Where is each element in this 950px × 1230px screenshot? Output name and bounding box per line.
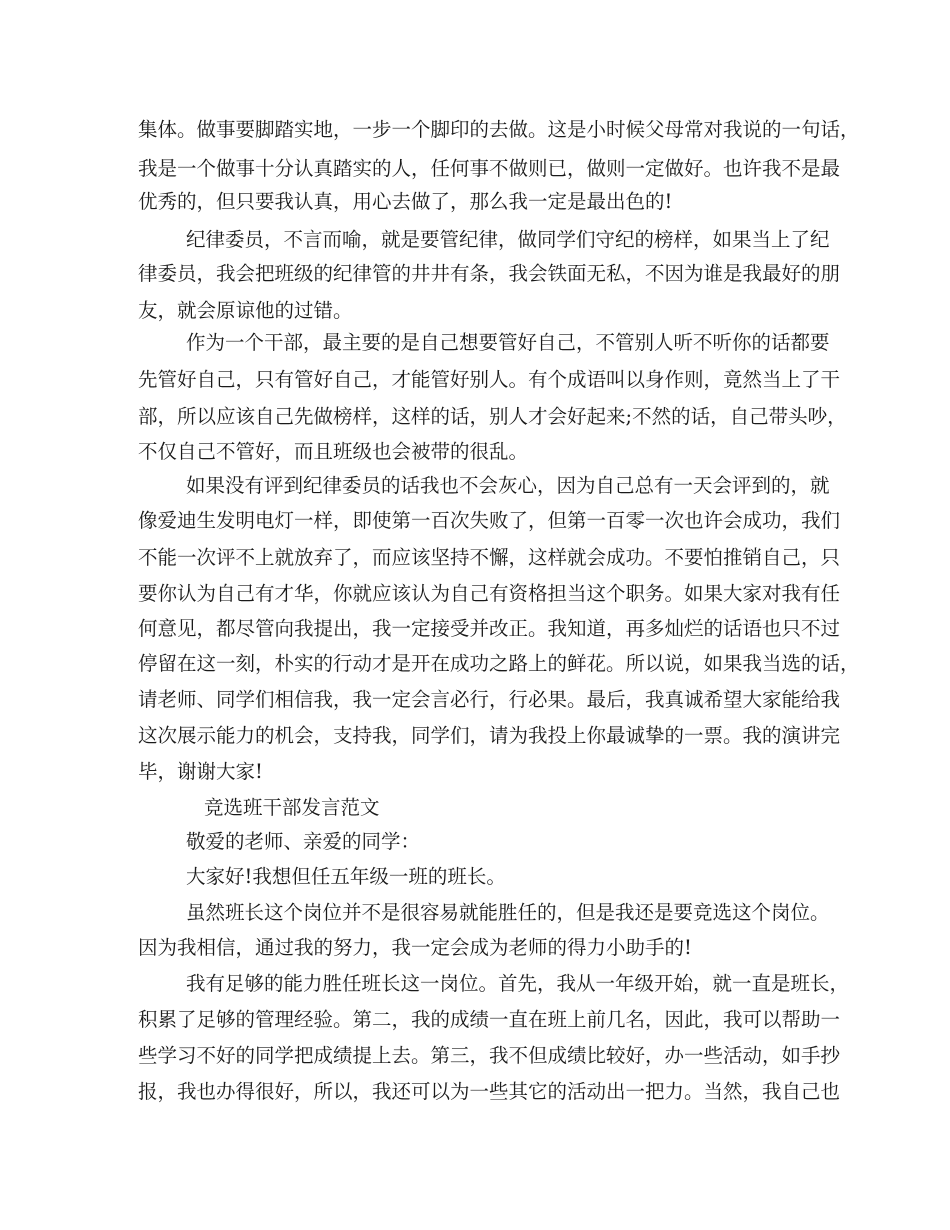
- text-line: 因为我相信，通过我的努力，我一定会成为老师的得力小助手的!: [138, 936, 692, 959]
- text-line: 我是一个做事十分认真踏实的人，任何事不做则已，做则一定做好。也许我不是最: [138, 157, 841, 180]
- text-line: 要你认为自己有才华，你就应该认为自己有资格担当这个职务。如果大家对我有任: [138, 582, 841, 605]
- section-title: 竞选班干部发言范文: [204, 796, 380, 819]
- salutation: 敬爱的老师、亲爱的同学：: [186, 830, 421, 853]
- text-line: 作为一个干部，最主要的是自己想要管好自己，不管别人听不听你的话都要: [186, 331, 830, 354]
- text-line: 如果没有评到纪律委员的话我也不会灰心，因为自己总有一天会评到的，就: [186, 474, 830, 497]
- text-line: 积累了足够的管理经验。第二，我的成绩一直在班上前几名，因此，我可以帮助一: [138, 1008, 841, 1031]
- text-line: 这次展示能力的机会，支持我，同学们，请为我投上你最诚挚的一票。我的演讲完: [138, 724, 841, 747]
- text-line: 纪律委员，不言而喻，就是要管纪律，做同学们守纪的榜样，如果当上了纪: [186, 228, 830, 251]
- text-line: 停留在这一刻，朴实的行动才是开在成功之路上的鲜花。所以说，如果我当选的话，: [138, 652, 860, 675]
- text-line: 何意见，都尽管向我提出，我一定接受并改正。我知道，再多灿烂的话语也只不过: [138, 617, 841, 640]
- text-line: 优秀的，但只要我认真，用心去做了，那么我一定是最出色的!: [138, 190, 673, 213]
- text-line: 我有足够的能力胜任班长这一岗位。首先，我从一年级开始，就一直是班长，: [186, 972, 850, 995]
- text-line: 虽然班长这个岗位并不是很容易就能胜任的，但是我还是要竞选这个岗位。: [186, 901, 830, 924]
- text-line: 部，所以应该自己先做榜样，这样的话，别人才会好起来;不然的话，自己带头吵，: [138, 405, 847, 428]
- text-line: 先管好自己，只有管好自己，才能管好别人。有个成语叫以身作则，竟然当上了干: [138, 368, 841, 391]
- text-line: 些学习不好的同学把成绩提上去。第三，我不但成绩比较好，办一些活动，如手抄: [138, 1044, 841, 1067]
- text-line: 律委员，我会把班级的纪律管的井井有条，我会铁面无私，不因为谁是我最好的朋: [138, 262, 841, 285]
- text-line: 不仅自己不管好，而且班级也会被带的很乱。: [138, 440, 529, 463]
- greeting: 大家好!我想但任五年级一班的班长。: [186, 865, 506, 888]
- text-line: 报，我也办得很好，所以，我还可以为一些其它的活动出一把力。当然，我自己也: [138, 1080, 841, 1103]
- text-line: 集体。做事要脚踏实地，一步一个脚印的去做。这是小时候父母常对我说的一句话，: [138, 118, 860, 141]
- text-line: 不能一次评不上就放弃了，而应该坚持不懈，这样就会成功。不要怕推销自己，只: [138, 546, 841, 569]
- text-line: 友，就会原谅他的过错。: [138, 299, 353, 322]
- text-line: 请老师、同学们相信我，我一定会言必行，行必果。最后，我真诚希望大家能给我: [138, 688, 841, 711]
- text-line: 毕，谢谢大家!: [138, 760, 263, 783]
- text-line: 像爱迪生发明电灯一样，即使第一百次失败了，但第一百零一次也许会成功，我们: [138, 509, 841, 532]
